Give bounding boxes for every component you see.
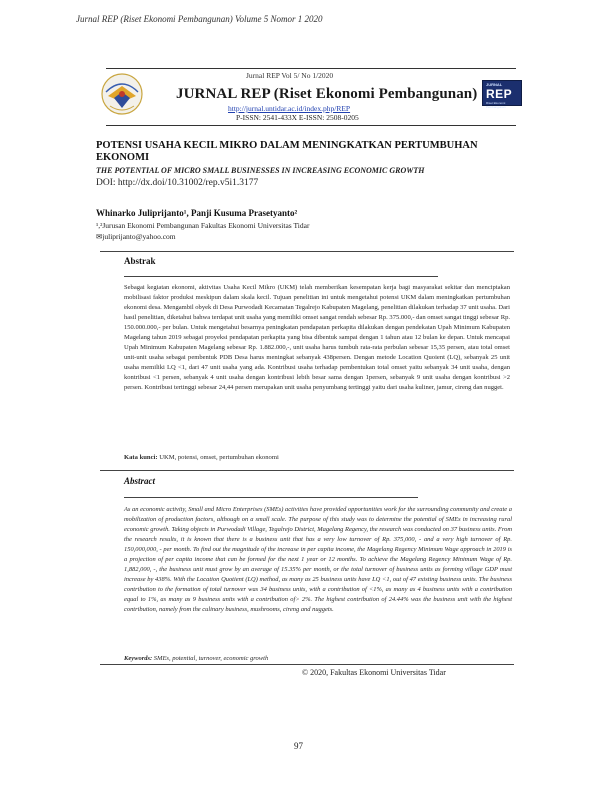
doi-link[interactable]: DOI: http://dx.doi/10.31002/rep.v5i1.3177: [96, 178, 259, 188]
journal-title: JURNAL REP (Riset Ekonomi Pembangunan): [176, 86, 478, 102]
keywords-label: Keywords:: [124, 655, 153, 662]
abstrak-heading: Abstrak: [124, 256, 156, 266]
kata-kunci: [124, 454, 510, 461]
masthead-bottom-rule: [106, 125, 516, 126]
rep-logo-small-text: JURNAL: [486, 82, 503, 87]
copyright-rule: [100, 664, 514, 665]
kata-kunci-values: UKM, potensi, omset, pertumbuhan ekonomi: [159, 454, 279, 461]
issn-line: P-ISSN: 2541-433X E-ISSN: 2508-0205: [236, 113, 359, 122]
abstract-heading: Abstract: [124, 476, 156, 486]
masthead-top-rule: [106, 68, 516, 69]
abstract-body: As an economic activity, Small and Micro Enterprises (SMEs) activities have provided opportunities work for the surrounding community and create a mobilization of production factors, although on a small scale. The purpose of this study was to determine the potential of SMEs in increasing rural economic growth. Taking objects in Purwodadi Village, Tegalrejo District, Magelang Regency, the research was conducted on 37 business units. From the research results, it is known that there is a business unit that has a very low turnover of Rp. 375,000, - and a very high turnover of Rp. 150,000,000, - per month. To find out the magnitude of the increase in per capita income, the Magelang Regency Minimum Wage approach in 2019 is a projection of per capita income that can be formed for the next 1 year or 12 months. To achieve the Magelang Regency Minimum Wage of Rp. 1,882,000, -, the business unit must grow by an average of 15.35% per month, or the total turnover of business units as forming village GDP must increase by 438%. With the Location Quotient (LQ) method, as many as 25 business units have LQ <1, out of 47 existing business units. The business contribution to the formation of total turnover was 34 business units, with a contribution of <1%, as many as 4 business units with a contribution equal to 1%, as many as 9 business units with a contribution of> 2%. The highest contribution of 24.44% was the business unit with the highest contribution, namely from the culinary business, mushrooms, cireng and nuggets.: [124, 506, 512, 613]
volume-line: Jurnal REP Vol 5/ No 1/2020: [246, 71, 334, 80]
rep-journal-logo: [482, 80, 522, 109]
author-email[interactable]: ✉juliprijanto@yahoo.com: [96, 232, 176, 241]
abstrak-underline: [124, 276, 438, 277]
kata-kunci-label: Kata kunci:: [124, 454, 158, 461]
keywords: [124, 655, 512, 662]
copyright: © 2020, Fakultas Ekonomi Universitas Tidar: [302, 668, 446, 677]
article-title-english: THE POTENTIAL OF MICRO SMALL BUSINESSES IN INCREASING ECONOMIC GROWTH: [96, 166, 425, 175]
affiliation: ¹,²Jurusan Ekonomi Pembangunan Fakultas Ekonomi Universitas Tidar: [96, 221, 310, 230]
article-title-indonesian: POTENSI USAHA KECIL MIKRO DALAM MENINGKATKAN PERTUMBUHAN EKONOMI: [96, 140, 478, 163]
journal-url-link[interactable]: http://jurnal.untidar.ac.id/index.php/REP: [228, 104, 351, 113]
rep-logo-big-text: REP: [486, 87, 513, 101]
abstrak-body: Sebagai kegiatan ekonomi, aktivitas Usaha Kecil Mikro (UKM) telah memberikan kesempatan kerja bagi masyarakat sekitar dan menciptakan mobilisasi faktor produksi meskipun dalam skala kecil. Tujuan penelitian ini untuk mengetahui potensi UKM dalam meningkatkan pertumbuhan ekonomi desa. Mengambil obyek di Desa Purwodadi Kecamatan Tegalrejo Kabupaten Magelang, penelitian dilakukan terhadap 37 unit usaha. Dari hasil penelitian, diketahui bahwa terdapat unit usaha yang memiliki omset sangat rendah sebesar Rp. 375.000,- dan omset sangat tinggi sebesar Rp. 150.000.000,- per bulan. Untuk mengetahui besarnya peningkatan pendapatan perkapita dilakukan dengan pendekatan Upah Minimum Kabupaten Magelang tahun 2019 sebagai proyeksi pendapatan perkapita yang bisa dibentuk sampai dengan 1 tahun atau 12 bulan ke depan. Untuk mencapai Upah Minimum Kabupaten Magelang sebesar Rp. 1.882.000,-, unit usaha harus tumbuh rata-rata perbulan sebesar 15,35 persen, atau total omset unit-unit usaha sebagai pembentuk PDB Desa harus meningkat sebanyak 438persen. Dengan metode Location Quoient (LQ), sebanyak 25 unit usaha memiliki LQ <1, dari 47 unit usaha yang ada. Kontribusi usaha terhadap pembentukan total omset yaitu sebanyak 34 unit usaha, dengan kontribusi <1 persen, sebanyak 4 unit usaha dengan kontribusi lebih besar sama dengan 1persen, sebanyak 9 unit usaha dengan kontribusi >2 persen. Kontribusi tertinggi sebesar 24,44 persen merupakan unit usaha penyumbang tertinggi yaitu dari usaha kuliner, jamur, cireng dan nugget.: [124, 284, 510, 392]
abstract-top-rule: [100, 470, 514, 471]
abstrak-top-rule: [100, 251, 514, 252]
keywords-values: SMEs, potential, turnover, economic growth: [153, 655, 269, 662]
page-number: 97: [294, 741, 303, 751]
abstract-underline: [124, 497, 418, 498]
running-head: Jurnal REP (Riset Ekonomi Pembangunan) Volume 5 Nomor 1 2020: [76, 14, 323, 24]
rep-logo-sub-text: Riset Ekonomi Pembangunan: [486, 101, 506, 109]
journal-masthead: [96, 68, 516, 126]
authors: Whinarko Juliprijanto¹, Panji Kusuma Prasetyanto²: [96, 208, 298, 218]
